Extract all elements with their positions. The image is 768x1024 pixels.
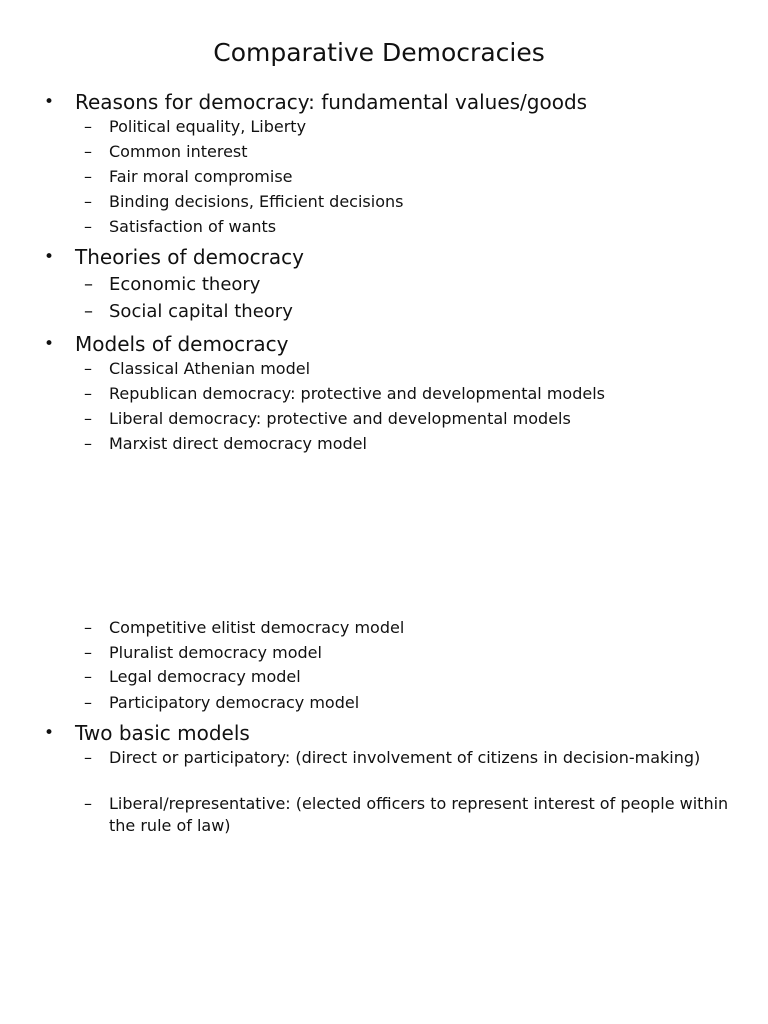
bullet-heading: Two basic models [75, 721, 250, 745]
sub-item-text: Binding decisions, Efficient decisions [109, 192, 404, 211]
bullet-icon: • [44, 723, 55, 743]
sub-item-text: Satisfaction of wants [109, 217, 277, 236]
sub-item [84, 692, 744, 714]
sub-item-text: Pluralist democracy model [109, 643, 322, 662]
dash-icon: – [84, 142, 92, 161]
bullet-icon: • [44, 247, 55, 267]
dash-icon: – [84, 667, 92, 686]
sub-item-text: Republican democracy: protective and developmental models [109, 384, 605, 403]
dash-icon: – [84, 301, 93, 322]
sub-item-text: Social capital theory [109, 301, 293, 322]
dash-icon: – [84, 117, 92, 136]
sub-item-text: Liberal democracy: protective and developmental models [109, 409, 571, 428]
sub-item [84, 666, 744, 688]
sub-item [84, 358, 744, 380]
bullet-heading: Models of democracy [75, 332, 289, 356]
sub-item-text: Legal democracy model [109, 667, 301, 686]
dash-icon: – [84, 192, 92, 211]
dash-icon: – [84, 409, 92, 428]
sub-item-text: Economic theory [109, 274, 261, 295]
sub-item [84, 433, 744, 455]
sub-item-text: Classical Athenian model [109, 359, 311, 378]
sub-item [84, 793, 744, 837]
sub-item-text: Direct or participatory: (direct involvement of citizens in decision-making) [109, 748, 701, 767]
sub-item [84, 300, 744, 324]
sub-item-text: Participatory democracy model [109, 693, 360, 712]
sub-item-text: Common interest [109, 142, 248, 161]
dash-icon: – [84, 384, 92, 403]
sub-item [84, 383, 744, 405]
sub-item [84, 273, 744, 297]
sub-item-text: Competitive elitist democracy model [109, 618, 405, 637]
bullet-heading: Theories of democracy [75, 245, 304, 269]
bullet-icon: • [44, 92, 55, 112]
dash-icon: – [84, 167, 92, 186]
dash-icon: – [84, 794, 92, 813]
sub-item [84, 141, 744, 163]
dash-icon: – [84, 434, 92, 453]
dash-icon: – [84, 217, 92, 236]
sub-item [84, 166, 744, 188]
sub-item-text: Political equality, Liberty [109, 117, 307, 136]
sub-item [84, 191, 744, 213]
sub-item [84, 747, 744, 769]
sub-item-text: Marxist direct democracy model [109, 434, 367, 453]
page-title: Comparative Democracies [213, 38, 545, 67]
sub-item-text: Fair moral compromise [109, 167, 293, 186]
bullet-heading: Reasons for democracy: fundamental values/goods [75, 90, 588, 114]
dash-icon: – [84, 748, 92, 767]
dash-icon: – [84, 693, 92, 712]
sub-item [84, 408, 744, 430]
bullet-icon: • [44, 334, 55, 354]
dash-icon: – [84, 359, 92, 378]
dash-icon: – [84, 274, 93, 295]
sub-item [84, 617, 744, 639]
sub-item [84, 116, 744, 138]
sub-item [84, 642, 744, 664]
sub-item-text: Liberal/representative: (elected officers to represent interest of people within the rule of law) [109, 794, 729, 835]
dash-icon: – [84, 618, 92, 637]
sub-item [84, 216, 744, 238]
dash-icon: – [84, 643, 92, 662]
